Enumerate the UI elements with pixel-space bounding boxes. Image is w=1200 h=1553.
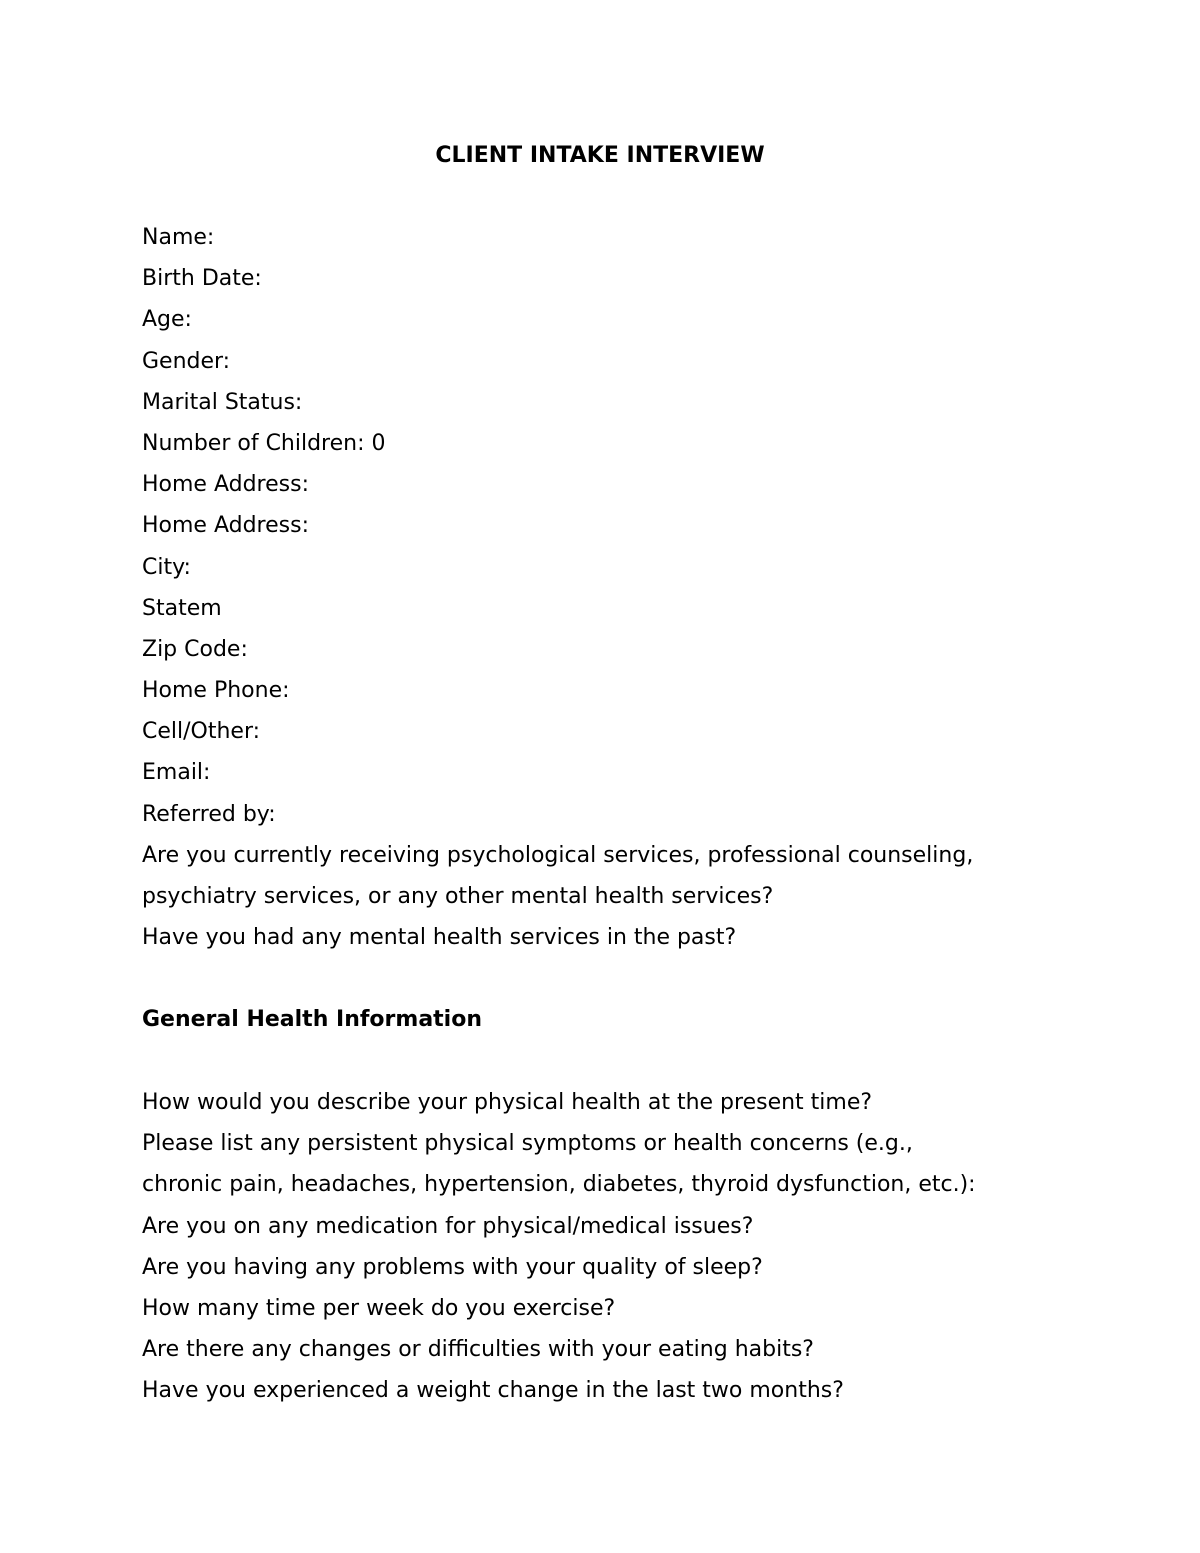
question-past-services: Have you had any mental health services in the past? xyxy=(142,925,737,951)
question-sleep: Are you having any problems with your quality of sleep? xyxy=(142,1254,763,1280)
question-medication: Are you on any medication for physical/medical issues? xyxy=(142,1213,754,1239)
document-title: CLIENT INTAKE INTERVIEW xyxy=(435,143,765,168)
question-physical-health: How would you describe your physical health at the present time? xyxy=(142,1090,873,1115)
field-state: Statem xyxy=(142,595,222,621)
field-email: Email: xyxy=(142,760,211,786)
field-home-phone: Home Phone: xyxy=(142,678,290,704)
field-zip-code: Zip Code: xyxy=(142,636,248,662)
field-age: Age: xyxy=(142,307,192,333)
question-weight-change: Have you experienced a weight change in the last two months? xyxy=(142,1378,844,1404)
field-gender: Gender: xyxy=(142,348,231,374)
question-symptoms: Please list any persistent physical symptoms or health concerns (e.g., xyxy=(142,1131,913,1157)
question-symptoms-cont: chronic pain, headaches, hypertension, diabetes, thyroid dysfunction, etc.): xyxy=(142,1172,976,1198)
field-referred-by: Referred by: xyxy=(142,801,276,827)
question-current-services-cont: psychiatry services, or any other mental health services? xyxy=(142,884,774,909)
question-current-services: Are you currently receiving psychological services, professional counseling, xyxy=(142,842,974,868)
intake-fields-list xyxy=(142,217,1102,958)
field-birth-date: Birth Date: xyxy=(142,266,262,292)
field-number-of-children: Number of Children: 0 xyxy=(142,430,386,456)
field-cell-other: Cell/Other: xyxy=(142,719,261,745)
question-exercise: How many time per week do you exercise? xyxy=(142,1295,616,1321)
field-home-address: Home Address: xyxy=(142,472,309,498)
question-eating-habits: Are there any changes or difficulties with your eating habits? xyxy=(142,1337,814,1363)
field-city: City: xyxy=(142,554,191,580)
health-questions-list xyxy=(142,1082,1102,1412)
section-heading-general-health: General Health Information xyxy=(142,1007,483,1032)
field-name: Name: xyxy=(142,225,215,250)
field-home-address-2: Home Address: xyxy=(142,513,309,539)
field-marital-status: Marital Status: xyxy=(142,389,303,415)
